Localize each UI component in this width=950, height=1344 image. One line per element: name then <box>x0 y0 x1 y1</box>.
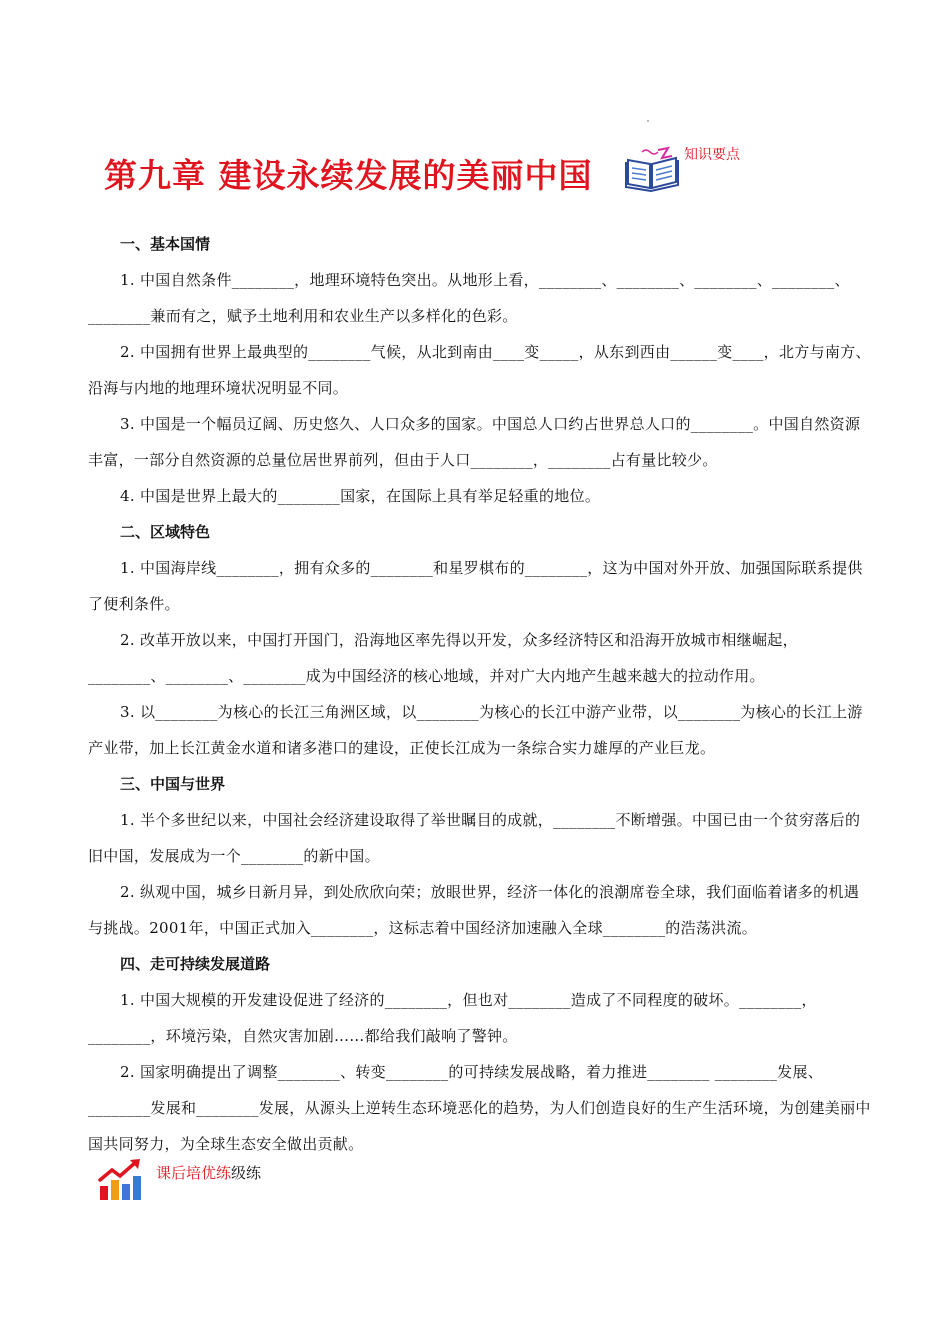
paragraph: 1. 中国大规模的开发建设促进了经济的________，但也对________造成了不同程度的破坏。________，________，环境污染，自然灾害加剧……都给我们敲响了警钟。 <box>88 991 817 1045</box>
paragraph: 3. 中国是一个幅员辽阔、历史悠久、人口众多的国家。中国总人口约占世界总人口的________。中国自然资源丰富，一部分自然资源的总量位居世界前列，但由于人口________，________占有量比较少。 <box>88 415 861 469</box>
section-heading: 三、中国与世界 <box>120 775 226 793</box>
decorative-dot <box>647 120 649 122</box>
section-sustainable-development <box>88 946 872 1162</box>
footer-label <box>156 1162 261 1183</box>
rising-bar-chart-icon <box>98 1156 144 1202</box>
footer-label-black: 级练 <box>231 1164 262 1182</box>
section-heading: 一、基本国情 <box>120 235 211 253</box>
knowledge-points-tag: 知识要点 <box>684 147 740 163</box>
paragraph: 2. 改革开放以来，中国打开国门，沿海地区率先得以开发，众多经济特区和沿海开放城市相继崛起，________、________、________成为中国经济的核心地域，并对广大内地产生越来越大的拉动作用。 <box>88 631 798 685</box>
paragraph: 1. 中国自然条件________，地理环境特色突出。从地形上看，________、________、________、________、________兼而有之，赋予土地利用和农业生产以多样化的色彩。 <box>88 271 850 325</box>
paragraph: 1. 半个多世纪以来，中国社会经济建设取得了举世瞩目的成就，________不断增强。中国已由一个贫穷落后的旧中国，发展成为一个________的新中国。 <box>88 811 861 865</box>
after-class-practice-banner <box>98 1156 398 1204</box>
paragraph: 4. 中国是世界上最大的________国家，在国际上具有举足轻重的地位。 <box>120 487 601 505</box>
section-regional-features <box>88 514 872 766</box>
paragraph: 2. 中国拥有世界上最典型的________气候，从北到南由____变_____，从东到西由______变____，北方与南方、沿海与内地的地理环境状况明显不同。 <box>88 343 871 397</box>
paragraph: 2. 国家明确提出了调整________、转变________的可持续发展战略，着力推进________ ________发展、________发展和________发展，从源头上逆转生态环境恶化的趋势，为人们创造良好的生产生活环境，为创建美丽中国共同努力，为全球生态安全做出贡献。 <box>88 1063 871 1153</box>
section-china-and-world <box>88 766 872 946</box>
title-row <box>104 140 824 200</box>
content-body <box>88 226 872 1162</box>
paragraph: 3. 以________为核心的长江三角洲区域，以________为核心的长江中游产业带，以________为核心的长江上游产业带，加上长江黄金水道和诸多港口的建设，正使长江成为一条综合实力雄厚的产业巨龙。 <box>88 703 863 757</box>
page-title: 第九章 建设永续发展的美丽中国 <box>104 156 593 195</box>
section-basic-conditions <box>88 226 872 514</box>
section-heading: 四、走可持续发展道路 <box>120 955 271 973</box>
paragraph: 1. 中国海岸线________，拥有众多的________和星罗棋布的________，这为中国对外开放、加强国际联系提供了便利条件。 <box>88 559 863 613</box>
footer-label-red: 课后培优练 <box>156 1164 232 1182</box>
open-book-icon <box>624 146 680 192</box>
paragraph: 2. 纵观中国，城乡日新月异，到处欣欣向荣；放眼世界，经济一体化的浪潮席卷全球，我们面临着诸多的机遇与挑战。2001年，中国正式加入________，这标志着中国经济加速融入全球________的浩荡洪流。 <box>88 883 860 937</box>
section-heading: 二、区域特色 <box>120 523 211 541</box>
